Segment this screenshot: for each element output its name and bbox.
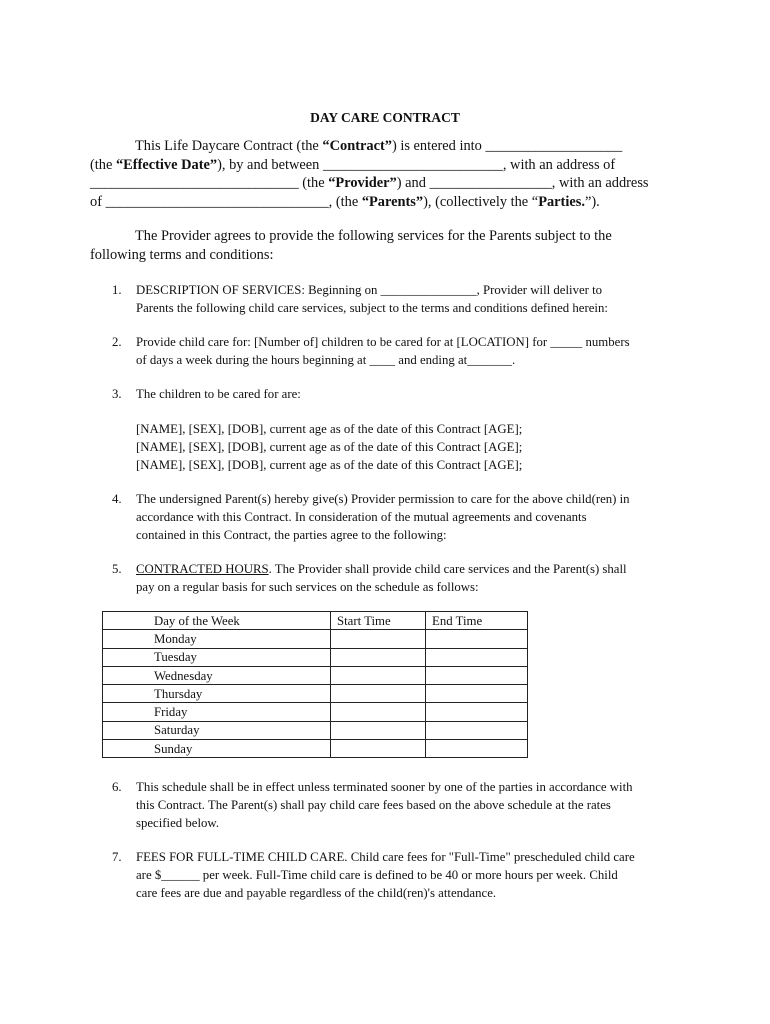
clause-number: 5. [112,562,122,576]
effective-date-term: “Effective Date” [115,156,218,173]
clause-number: 1. [112,283,122,297]
schedule-table [102,611,528,758]
clause-text: The children to be cared for are: [136,387,301,401]
end-time-cell[interactable] [426,721,528,739]
clause-7 [112,848,682,902]
clause-text: Parents the following child care services, subject to the terms and conditions defined herein: [136,301,608,315]
clause-number: 4. [112,492,122,506]
start-time-cell[interactable] [331,721,426,739]
clause-4 [112,490,682,544]
clause-text: This schedule shall be in effect unless terminated sooner by one of the parties in accordance with [136,780,633,794]
day-cell: Saturday [103,721,331,739]
clause-number: 7. [112,850,122,864]
day-cell: Thursday [103,685,331,703]
day-cell: Monday [103,630,331,648]
clause-text: The undersigned Parent(s) hereby give(s) Provider permission to care for the above child(ren) in [136,492,630,506]
schedule-header-row [103,612,528,630]
day-cell: Friday [103,703,331,721]
clause-text: FEES FOR FULL-TIME CHILD CARE. Child care fees for "Full-Time" prescheduled child care [136,850,635,864]
intro-text: of _______________________________, (the [90,193,362,210]
start-time-cell[interactable] [331,630,426,648]
day-cell: Wednesday [103,666,331,684]
end-time-cell[interactable] [426,703,528,721]
child-entry: [NAME], [SEX], [DOB], current age as of the date of this Contract [AGE]; [136,440,523,454]
end-time-cell[interactable] [426,685,528,703]
clause-text: . The Provider shall provide child care services and the Parent(s) shall [268,562,627,576]
clause-text: DESCRIPTION OF SERVICES: Beginning on _______________, Provider will deliver to [136,283,603,297]
intro-line-4 [90,193,690,212]
header-day-of-week: Day of the Week [103,612,331,630]
clause-3 [112,385,682,403]
clause-text: specified below. [136,816,220,830]
clause-text: contained in this Contract, the parties agree to the following: [136,528,447,542]
clause-6 [112,778,682,832]
parents-term: “Parents” [361,193,424,210]
intro-line-3 [90,174,690,193]
schedule-row [103,721,528,739]
schedule-row [103,630,528,648]
start-time-cell[interactable] [331,740,426,758]
start-time-cell[interactable] [331,648,426,666]
clause-number: 3. [112,387,122,401]
schedule-row [103,648,528,666]
end-time-cell[interactable] [426,740,528,758]
intro-text: This Life Daycare Contract (the [135,138,323,154]
document-title: DAY CARE CONTRACT [310,110,460,125]
clause-5 [112,560,682,596]
clause-number: 6. [112,780,122,794]
intro-text: ), (collectively the “ [423,193,539,210]
intro-text: ”). [584,193,600,210]
parties-term: Parties. [538,193,585,210]
clause-text: pay on a regular basis for such services on the schedule as follows: [136,580,479,594]
schedule-row [103,666,528,684]
clause-text: of days a week during the hours beginning at ____ and ending at_______. [136,353,516,367]
clause-text: are $______ per week. Full-Time child care is defined to be 40 or more hours per week. Child [136,868,618,882]
intro-text: _____________________________ (the [90,175,329,191]
intro-text: ), by and between _________________________, with an address of [217,156,616,173]
clause-text: care fees are due and payable regardless of the child(ren)'s attendance. [136,886,497,900]
schedule-row [103,703,528,721]
clause-text: accordance with this Contract. In consideration of the mutual agreements and covenants [136,510,587,524]
schedule-row [103,685,528,703]
schedule-row [103,740,528,758]
start-time-cell[interactable] [331,666,426,684]
header-end-time: End Time [426,612,528,630]
contract-term: “Contract” [322,138,392,154]
clause-text: Provide child care for: [Number of] children to be cared for at [LOCATION] for _____ numbers [136,335,630,349]
clause-text: this Contract. The Parent(s) shall pay child care fees based on the above schedule at the rates [136,798,611,812]
intro-text: ) and _________________, with an address [396,175,649,191]
header-start-time: Start Time [331,612,426,630]
clause-number: 2. [112,335,122,349]
agreement-paragraph [90,227,690,264]
end-time-cell[interactable] [426,666,528,684]
start-time-cell[interactable] [331,685,426,703]
intro-paragraph [90,137,690,211]
contracted-hours-heading: CONTRACTED HOURS [136,562,269,576]
start-time-cell[interactable] [331,703,426,721]
clause-2 [112,333,682,369]
clause-1 [112,281,682,317]
end-time-cell[interactable] [426,630,528,648]
day-cell: Tuesday [103,648,331,666]
agreement-line-2: following terms and conditions: [90,246,274,263]
end-time-cell[interactable] [426,648,528,666]
day-cell: Sunday [103,740,331,758]
children-list [136,420,522,474]
provider-term: “Provider” [328,175,397,191]
intro-text: (the [90,156,116,173]
intro-line-2 [90,156,690,175]
child-entry: [NAME], [SEX], [DOB], current age as of the date of this Contract [AGE]; [136,422,523,436]
intro-text: ) is entered into ___________________ [391,138,623,154]
intro-line-1 [90,137,690,156]
agreement-line-1: The Provider agrees to provide the following services for the Parents subject to the [135,228,612,244]
child-entry: [NAME], [SEX], [DOB], current age as of the date of this Contract [AGE]; [136,458,523,472]
